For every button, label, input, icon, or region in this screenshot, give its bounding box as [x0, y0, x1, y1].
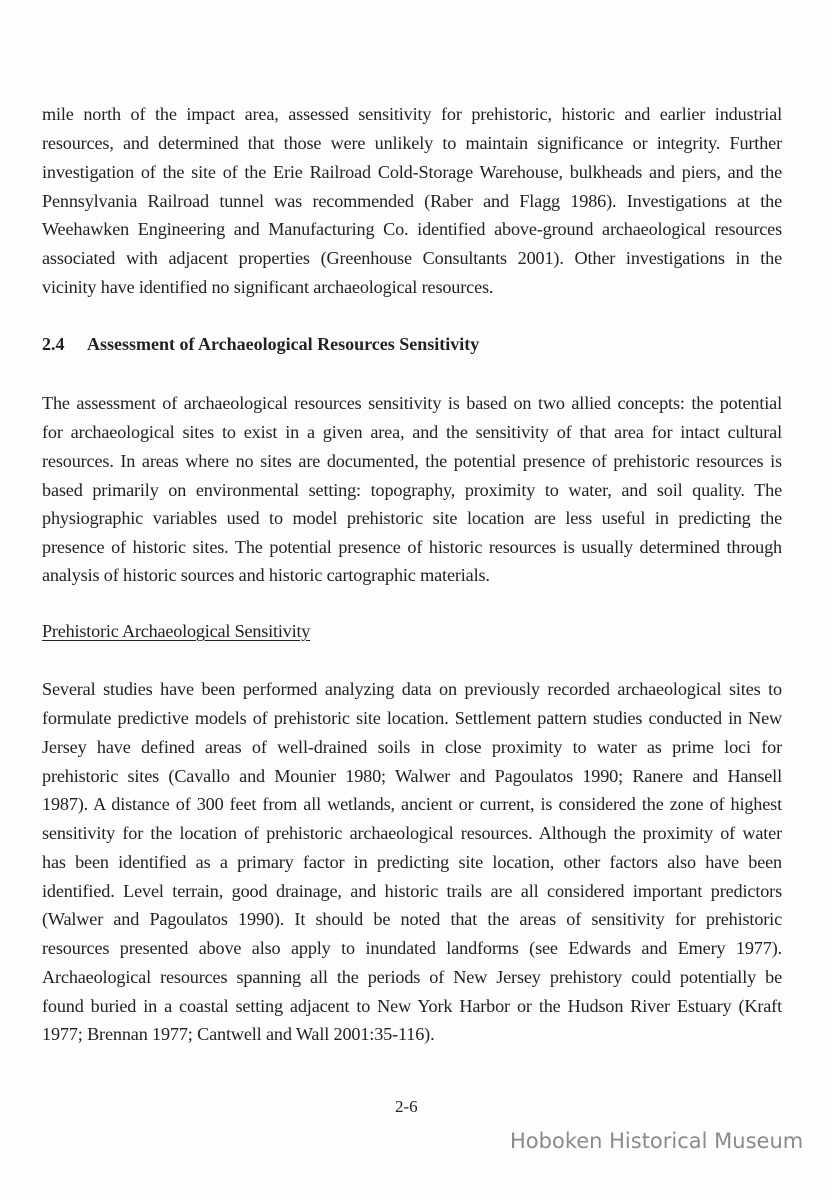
text-line: resources presented above also apply to inundated landforms (see Edwards and Emery 1977).: [42, 938, 782, 958]
section-number: 2.4: [42, 334, 65, 354]
text-line: associated with adjacent properties (Greenhouse Consultants 2001). Other investigations in the: [42, 248, 782, 268]
text-line: physiographic variables used to model prehistoric site location are less useful in predicting the: [42, 508, 782, 528]
page-number: 2-6: [395, 1097, 418, 1116]
text-line: identified. Level terrain, good drainage, and historic trails are all considered important predictors: [42, 881, 782, 901]
text-line: Weehawken Engineering and Manufacturing Co. identified above-ground archaeological resources: [42, 219, 782, 239]
text-line: sensitivity for the location of prehistoric archaeological resources. Although the proximity of water: [42, 823, 782, 843]
text-line: resources, and determined that those were unlikely to maintain significance or integrity. Further: [42, 133, 782, 153]
section-heading: [42, 333, 479, 355]
subsection-heading: Prehistoric Archaeological Sensitivity: [42, 621, 311, 641]
text-line: mile north of the impact area, assessed sensitivity for prehistoric, historic and earlier industrial: [42, 104, 782, 124]
watermark: Hoboken Historical Museum: [510, 1129, 804, 1153]
text-line: Pennsylvania Railroad tunnel was recommended (Raber and Flagg 1986). Investigations at the: [42, 191, 782, 211]
text-line: (Walwer and Pagoulatos 1990). It should be noted that the areas of sensitivity for prehistoric: [42, 909, 782, 929]
text-line: Several studies have been performed analyzing data on previously recorded archaeological sites to: [42, 679, 782, 699]
text-line: The assessment of archaeological resources sensitivity is based on two allied concepts: the potential: [42, 393, 782, 413]
text-line: for archaeological sites to exist in a given area, and the sensitivity of that area for intact cultural: [42, 422, 782, 442]
text-line: analysis of historic sources and historic cartographic materials.: [42, 565, 490, 585]
text-line: found buried in a coastal setting adjacent to New York Harbor or the Hudson River Estuary (Kraft: [42, 996, 782, 1016]
text-line: based primarily on environmental setting: topography, proximity to water, and soil quality. The: [42, 480, 782, 500]
text-line: resources. In areas where no sites are documented, the potential presence of prehistoric resources is: [42, 451, 782, 471]
text-line: Jersey have defined areas of well-drained soils in close proximity to water as prime loci for: [42, 737, 782, 757]
text-line: vicinity have identified no significant archaeological resources.: [42, 277, 494, 297]
section-title: Assessment of Archaeological Resources Sensitivity: [87, 334, 480, 354]
text-line: prehistoric sites (Cavallo and Mounier 1980; Walwer and Pagoulatos 1990; Ranere and Hansell: [42, 766, 782, 786]
text-line: formulate predictive models of prehistoric site location. Settlement pattern studies conducted in New: [42, 708, 782, 728]
text-line: 1977; Brennan 1977; Cantwell and Wall 2001:35-116).: [42, 1024, 435, 1044]
text-line: presence of historic sites. The potential presence of historic resources is usually determined through: [42, 537, 782, 557]
text-line: investigation of the site of the Erie Railroad Cold-Storage Warehouse, bulkheads and piers, and the: [42, 162, 782, 182]
text-line: Archaeological resources spanning all the periods of New Jersey prehistory could potentially be: [42, 967, 782, 987]
text-line: has been identified as a primary factor in predicting site location, other factors also have been: [42, 852, 782, 872]
text-line: 1987). A distance of 300 feet from all wetlands, ancient or current, is considered the zone of highest: [42, 794, 782, 814]
